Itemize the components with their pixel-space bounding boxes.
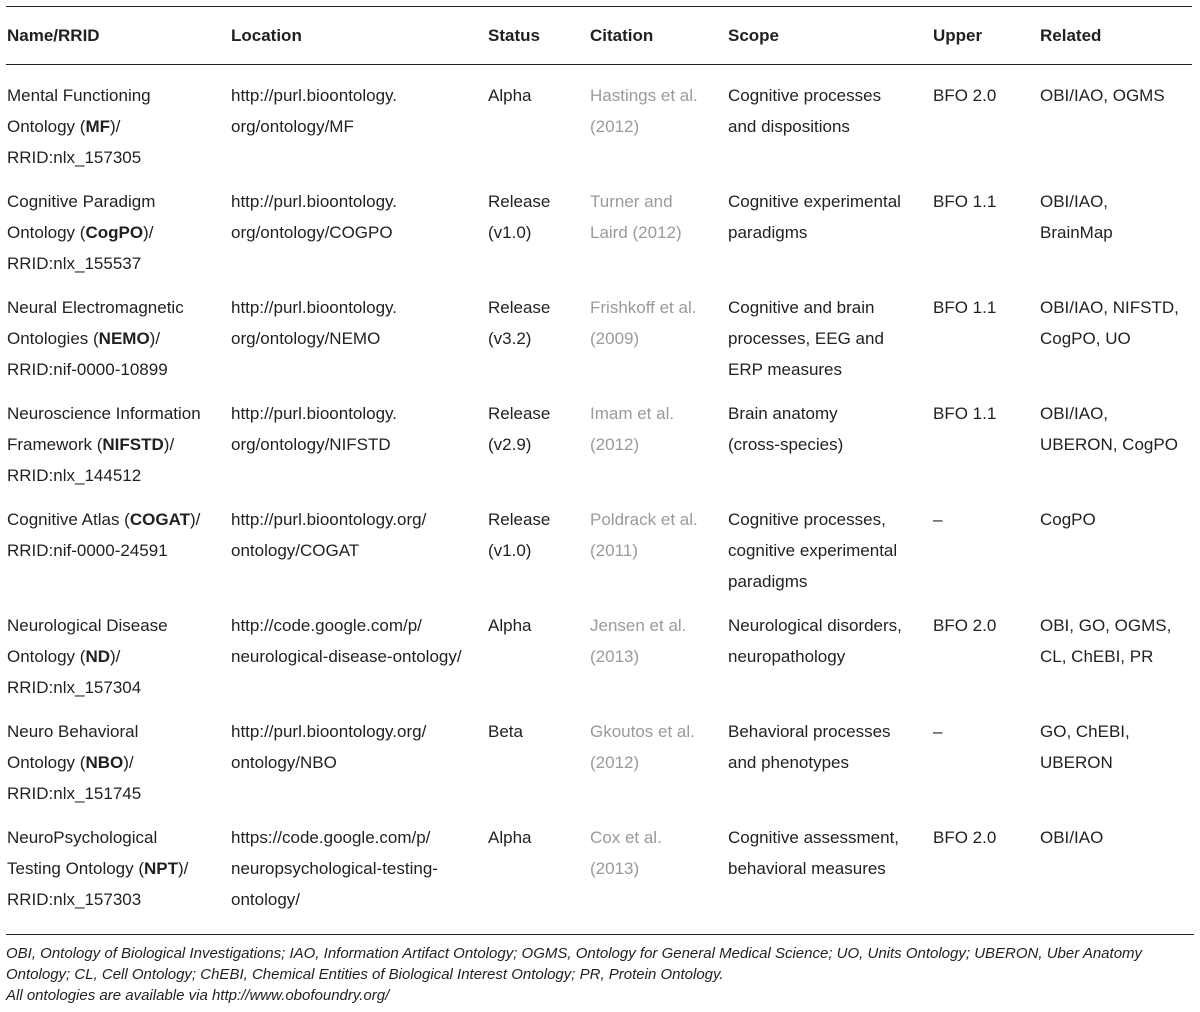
cell-citation: Gkoutos et al. (2012): [590, 721, 695, 772]
cell-upper: BFO 1.1: [933, 403, 997, 423]
cell-location: http://purl.bioontology. org/ontology/NIFSTD: [231, 403, 398, 454]
cell-scope: Cognitive experimental paradigms: [728, 191, 901, 242]
cell-scope: Cognitive processes, cognitive experimental paradigms: [728, 509, 898, 591]
cell-status: Beta: [488, 721, 523, 741]
name-text: NeuroPsychological Testing Ontology (: [7, 827, 158, 878]
table-row: [6, 65, 1192, 186]
name-abbreviation: ND: [85, 646, 110, 666]
cell-scope: Cognitive assessment, behavioral measures: [728, 827, 900, 878]
table-footnote: [6, 934, 1194, 1006]
cell-related: CogPO: [1040, 509, 1096, 529]
cell-related: OBI/IAO, BrainMap: [1040, 191, 1113, 242]
cell-citation: Jensen et al. (2013): [590, 615, 687, 666]
cell-name: [6, 716, 230, 822]
header-scope: Scope: [727, 7, 932, 65]
name-abbreviation: NBO: [85, 752, 124, 772]
cell-citation: Hastings et al. (2012): [590, 86, 698, 136]
table-row: [6, 292, 1192, 398]
cell-status: Release (v1.0): [488, 509, 551, 560]
cell-citation: Cox et al. (2013): [590, 827, 662, 878]
table-row: [6, 186, 1192, 292]
table-header-row: [6, 7, 1192, 65]
cell-scope: Cognitive and brain processes, EEG and ERP measures: [728, 297, 884, 379]
header-status: Status: [487, 7, 589, 65]
ontology-table-container: [6, 6, 1194, 940]
cell-related: OBI/IAO, UBERON, CogPO: [1040, 403, 1178, 454]
footnote-abbreviations: OBI, Ontology of Biological Investigations; IAO, Information Artifact Ontology; OGMS, Ontology for General Medical Science; UO, Units Ontology; UBERON, Uber Anatomy Ontology; CL, Cell Ontology; ChEBI, Chemical Entities of Biological Interest Ontology; PR, Protein Ontology.: [6, 945, 1143, 983]
cell-status: Alpha: [488, 615, 532, 635]
cell-name: [6, 610, 230, 716]
cell-status: Release (v1.0): [488, 191, 551, 242]
cell-upper: –: [933, 721, 943, 741]
cell-name: [6, 822, 230, 940]
cell-scope: Brain anatomy (cross-species): [728, 403, 844, 454]
name-abbreviation: MF: [85, 117, 110, 136]
cell-upper: BFO 1.1: [933, 191, 997, 211]
name-abbreviation: NEMO: [98, 328, 150, 348]
cell-related: GO, ChEBI, UBERON: [1040, 721, 1130, 772]
cell-status: Release (v2.9): [488, 403, 551, 454]
cell-name: [6, 65, 230, 186]
name-rrid: )/ RRID:nlx_144512: [7, 434, 175, 485]
name-rrid: )/ RRID:nlx_151745: [7, 752, 142, 803]
cell-name: [6, 292, 230, 398]
cell-scope: Behavioral processes and phenotypes: [728, 721, 891, 772]
cell-status: Release (v3.2): [488, 297, 551, 348]
name-rrid: )/ RRID:nlx_157304: [7, 646, 142, 697]
name-text: Neurological Disease Ontology (: [7, 615, 168, 666]
cell-scope: Neurological disorders, neuropathology: [728, 615, 902, 666]
cell-upper: BFO 2.0: [933, 827, 997, 847]
name-text: Cognitive Atlas (: [7, 509, 130, 529]
header-related: Related: [1039, 7, 1192, 65]
name-rrid: )/ RRID:nif-0000-24591: [7, 509, 201, 560]
name-rrid: )/ RRID:nif-0000-10899: [7, 328, 168, 379]
name-rrid: )/ RRID:nlx_157303: [7, 858, 189, 909]
ontology-table: [6, 6, 1192, 940]
cell-related: OBI/IAO, NIFSTD, CogPO, UO: [1040, 297, 1179, 348]
header-upper: Upper: [932, 7, 1039, 65]
cell-citation: Frishkoff et al. (2009): [590, 297, 697, 348]
cell-location: https://code.google.com/p/ neuropsychological-testing- ontology/: [231, 827, 438, 909]
cell-upper: BFO 2.0: [933, 86, 997, 105]
table-row: [6, 716, 1192, 822]
header-citation: Citation: [589, 7, 727, 65]
cell-location: http://purl.bioontology.org/ ontology/NBO: [231, 721, 427, 772]
cell-location: http://purl.bioontology. org/ontology/MF: [231, 86, 398, 136]
cell-related: OBI/IAO, OGMS: [1040, 86, 1165, 105]
cell-location: http://purl.bioontology. org/ontology/NEMO: [231, 297, 398, 348]
cell-related: OBI, GO, OGMS, CL, ChEBI, PR: [1040, 615, 1172, 666]
cell-upper: BFO 2.0: [933, 615, 997, 635]
cell-location: http://purl.bioontology.org/ ontology/COGAT: [231, 509, 427, 560]
cell-status: Alpha: [488, 86, 532, 105]
name-abbreviation: CogPO: [85, 222, 144, 242]
name-abbreviation: NIFSTD: [102, 434, 164, 454]
cell-name: [6, 186, 230, 292]
header-name-rrid: Name/RRID: [6, 7, 230, 65]
cell-location: http://purl.bioontology. org/ontology/COGPO: [231, 191, 398, 242]
cell-location: http://code.google.com/p/ neurological-disease-ontology/: [231, 615, 462, 666]
name-text: Neuroscience Information Framework (: [7, 403, 201, 454]
header-location: Location: [230, 7, 487, 65]
footnote-availability: All ontologies are available via http://www.obofoundry.org/: [6, 987, 390, 1004]
cell-citation: Imam et al. (2012): [590, 403, 675, 454]
name-abbreviation: NPT: [144, 858, 179, 878]
name-text: Neuro Behavioral Ontology (: [7, 721, 139, 772]
cell-upper: BFO 1.1: [933, 297, 997, 317]
cell-name: [6, 504, 230, 610]
cell-upper: –: [933, 509, 943, 529]
name-rrid: )/ RRID:nlx_155537: [7, 222, 154, 273]
cell-citation: Turner and Laird (2012): [590, 191, 682, 242]
cell-citation: Poldrack et al. (2011): [590, 509, 698, 560]
name-rrid: )/ RRID:nlx_157305: [7, 117, 142, 167]
cell-related: OBI/IAO: [1040, 827, 1104, 847]
name-text: Neural Electromagnetic Ontologies (: [7, 297, 184, 348]
name-text: Mental Functioning Ontology (: [7, 86, 151, 136]
cell-name: [6, 398, 230, 504]
cell-scope: Cognitive processes and dispositions: [728, 86, 882, 136]
table-row: [6, 822, 1192, 940]
name-text: Cognitive Paradigm Ontology (: [7, 191, 156, 242]
cell-status: Alpha: [488, 827, 532, 847]
table-row: [6, 504, 1192, 610]
table-row: [6, 610, 1192, 716]
name-abbreviation: COGAT: [129, 509, 190, 529]
table-row: [6, 398, 1192, 504]
